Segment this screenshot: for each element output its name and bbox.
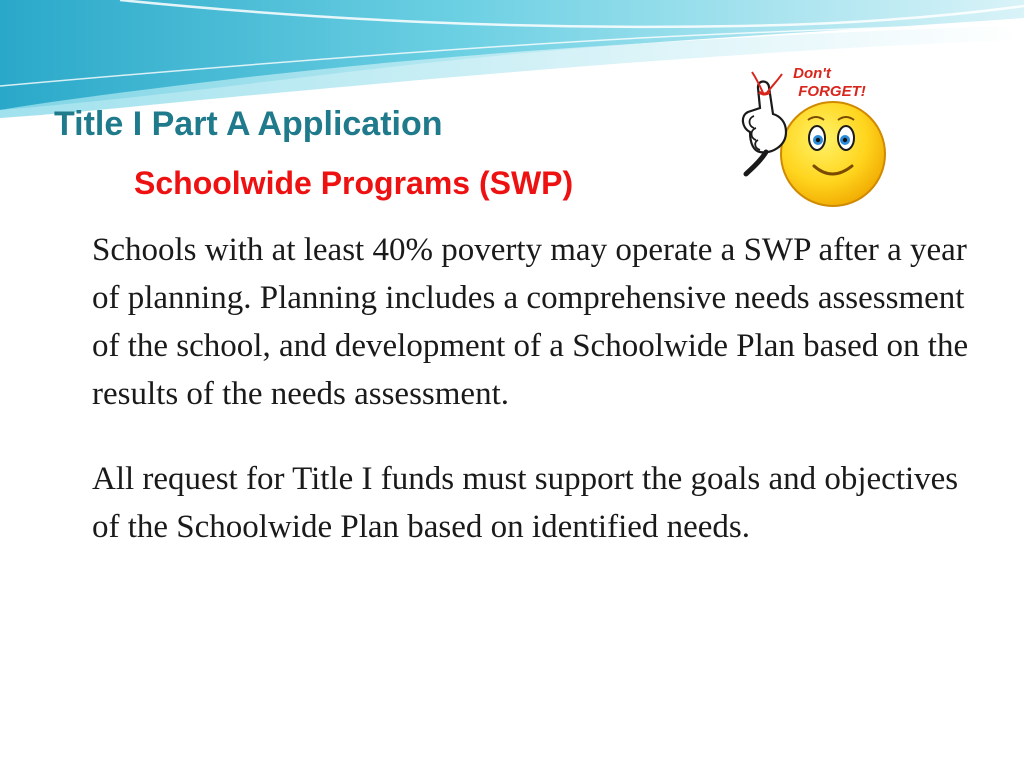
slide-title: Title I Part A Application [54,105,443,143]
reminder-line-1: Don't [793,65,831,82]
reminder-line-2: FORGET! [798,83,866,100]
slide-body [92,226,972,551]
body-paragraph-2: All request for Title I funds must support the goals and objectives of the Schoolwide Plan based on identified needs. [92,461,959,545]
body-paragraph-1: Schools with at least 40% poverty may operate a SWP after a year of planning. Planning includes a comprehensive needs assessment of the school, and development of a Schoolwide Plan based on the results of the needs assessment. [92,232,969,412]
slide-subtitle: Schoolwide Programs (SWP) [134,165,574,201]
smiley-finger-string-icon [736,62,888,210]
